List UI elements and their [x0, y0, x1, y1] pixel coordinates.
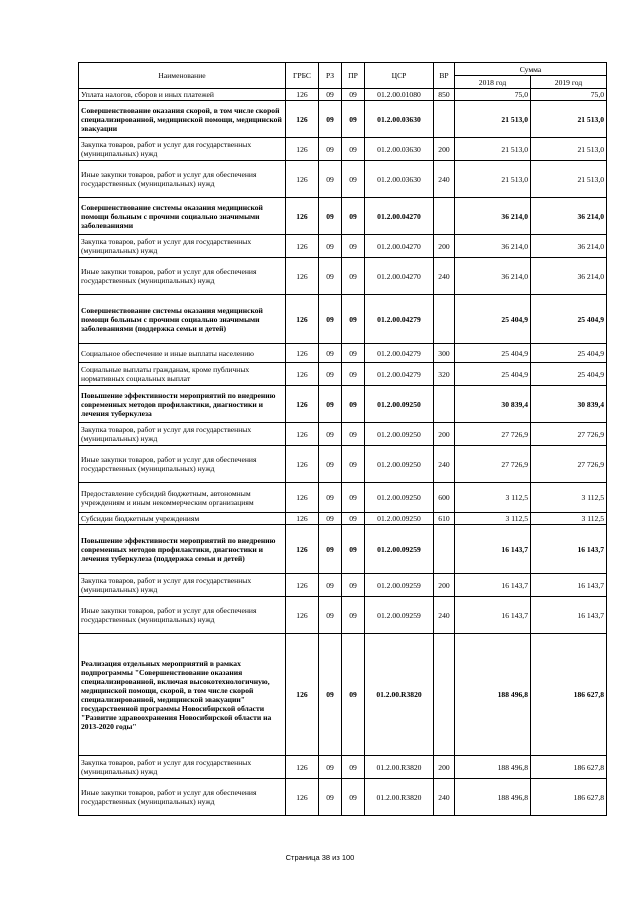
cell-sum-2018: 21 513,0 [455, 138, 531, 161]
cell-rz: 09 [319, 101, 342, 138]
cell-sum-2018: 36 214,0 [455, 258, 531, 295]
cell-vr: 850 [434, 89, 455, 101]
cell-grbs: 126 [286, 89, 319, 101]
cell-sum-2019: 25 404,9 [531, 363, 607, 386]
cell-csr: 01.2.00.09250 [365, 423, 434, 446]
cell-grbs: 126 [286, 363, 319, 386]
cell-grbs: 126 [286, 513, 319, 525]
cell-rz: 09 [319, 138, 342, 161]
cell-vr: 600 [434, 483, 455, 513]
cell-pr: 09 [342, 597, 365, 634]
cell-pr: 09 [342, 258, 365, 295]
cell-pr: 09 [342, 756, 365, 779]
cell-pr: 09 [342, 423, 365, 446]
header-vr: ВР [434, 63, 455, 89]
cell-name: Социальное обеспечение и иные выплаты населению [79, 344, 286, 363]
header-name: Наименование [79, 63, 286, 89]
cell-csr: 01.2.00.09259 [365, 597, 434, 634]
table-row [79, 295, 607, 344]
cell-sum-2018: 25 404,9 [455, 363, 531, 386]
cell-pr: 09 [342, 138, 365, 161]
cell-name: Закупка товаров, работ и услуг для государственных (муниципальных) нужд [79, 574, 286, 597]
table-row [79, 483, 607, 513]
cell-pr: 09 [342, 363, 365, 386]
cell-sum-2019: 27 726,9 [531, 423, 607, 446]
cell-csr: 01.2.00.01080 [365, 89, 434, 101]
cell-csr: 01.2.00.04270 [365, 235, 434, 258]
cell-rz: 09 [319, 525, 342, 574]
cell-rz: 09 [319, 161, 342, 198]
cell-sum-2018: 3 112,5 [455, 513, 531, 525]
cell-csr: 01.2.00.09259 [365, 574, 434, 597]
table-row [79, 756, 607, 779]
cell-sum-2018: 3 112,5 [455, 483, 531, 513]
cell-sum-2018: 188 496,8 [455, 634, 531, 756]
cell-csr: 01.2.00.04279 [365, 363, 434, 386]
cell-sum-2018: 36 214,0 [455, 235, 531, 258]
cell-rz: 09 [319, 756, 342, 779]
cell-vr [434, 525, 455, 574]
cell-csr: 01.2.00.R3820 [365, 756, 434, 779]
cell-sum-2019: 186 627,8 [531, 634, 607, 756]
cell-csr: 01.2.00.09250 [365, 386, 434, 423]
cell-name: Закупка товаров, работ и услуг для государственных (муниципальных) нужд [79, 138, 286, 161]
cell-csr: 01.2.00.04270 [365, 198, 434, 235]
cell-grbs: 126 [286, 258, 319, 295]
table-row [79, 574, 607, 597]
cell-rz: 09 [319, 634, 342, 756]
cell-sum-2019: 186 627,8 [531, 756, 607, 779]
cell-vr: 300 [434, 344, 455, 363]
header-year-2018: 2018 год [455, 76, 531, 89]
cell-pr: 09 [342, 101, 365, 138]
cell-sum-2019: 27 726,9 [531, 446, 607, 483]
cell-pr: 09 [342, 634, 365, 756]
cell-rz: 09 [319, 295, 342, 344]
cell-csr: 01.2.00.09259 [365, 525, 434, 574]
cell-csr: 01.2.00.04279 [365, 295, 434, 344]
cell-pr: 09 [342, 89, 365, 101]
cell-name: Иные закупки товаров, работ и услуг для обеспечения государственных (муниципальных) нужд [79, 446, 286, 483]
table-row [79, 779, 607, 816]
cell-rz: 09 [319, 386, 342, 423]
cell-rz: 09 [319, 344, 342, 363]
cell-name: Иные закупки товаров, работ и услуг для обеспечения государственных (муниципальных) нужд [79, 597, 286, 634]
cell-rz: 09 [319, 258, 342, 295]
cell-grbs: 126 [286, 344, 319, 363]
cell-sum-2019: 16 143,7 [531, 597, 607, 634]
cell-name: Совершенствование оказания скорой, в том числе скорой специализированной, медицинской помощи, медицинской эвакуации [79, 101, 286, 138]
table-row [79, 423, 607, 446]
cell-vr [434, 198, 455, 235]
cell-grbs: 126 [286, 161, 319, 198]
cell-csr: 01.2.00.03630 [365, 161, 434, 198]
cell-vr: 240 [434, 446, 455, 483]
cell-grbs: 126 [286, 446, 319, 483]
page-number: Страница 38 из 100 [285, 853, 355, 862]
cell-vr: 240 [434, 597, 455, 634]
cell-rz: 09 [319, 198, 342, 235]
cell-sum-2019: 16 143,7 [531, 574, 607, 597]
cell-rz: 09 [319, 513, 342, 525]
cell-rz: 09 [319, 779, 342, 816]
cell-grbs: 126 [286, 525, 319, 574]
cell-grbs: 126 [286, 779, 319, 816]
cell-sum-2019: 25 404,9 [531, 344, 607, 363]
cell-rz: 09 [319, 363, 342, 386]
cell-vr [434, 101, 455, 138]
cell-grbs: 126 [286, 634, 319, 756]
cell-grbs: 126 [286, 574, 319, 597]
table-row [79, 198, 607, 235]
cell-pr: 09 [342, 574, 365, 597]
cell-vr: 200 [434, 423, 455, 446]
cell-name: Повышение эффективности мероприятий по внедрению современных методов профилактики, диагностики и лечения туберкулеза [79, 386, 286, 423]
cell-csr: 01.2.00.09250 [365, 513, 434, 525]
table-row [79, 634, 607, 756]
cell-sum-2018: 25 404,9 [455, 344, 531, 363]
cell-sum-2018: 25 404,9 [455, 295, 531, 344]
cell-sum-2019: 3 112,5 [531, 513, 607, 525]
header-pr: ПР [342, 63, 365, 89]
cell-sum-2019: 21 513,0 [531, 161, 607, 198]
cell-pr: 09 [342, 513, 365, 525]
cell-grbs: 126 [286, 198, 319, 235]
cell-pr: 09 [342, 446, 365, 483]
table-row [79, 597, 607, 634]
cell-rz: 09 [319, 89, 342, 101]
cell-sum-2018: 188 496,8 [455, 779, 531, 816]
header-year-2019: 2019 год [531, 76, 607, 89]
cell-name: Субсидии бюджетным учреждениям [79, 513, 286, 525]
cell-pr: 09 [342, 161, 365, 198]
cell-grbs: 126 [286, 101, 319, 138]
cell-csr: 01.2.00.04279 [365, 344, 434, 363]
cell-pr: 09 [342, 525, 365, 574]
cell-rz: 09 [319, 597, 342, 634]
header-csr: ЦСР [365, 63, 434, 89]
table-row [79, 386, 607, 423]
table-row [79, 363, 607, 386]
cell-sum-2019: 3 112,5 [531, 483, 607, 513]
cell-sum-2018: 16 143,7 [455, 574, 531, 597]
cell-csr: 01.2.00.04270 [365, 258, 434, 295]
cell-vr: 240 [434, 161, 455, 198]
cell-rz: 09 [319, 423, 342, 446]
cell-vr: 240 [434, 779, 455, 816]
cell-vr: 200 [434, 574, 455, 597]
table-row [79, 89, 607, 101]
cell-sum-2018: 30 839,4 [455, 386, 531, 423]
cell-pr: 09 [342, 198, 365, 235]
table-row [79, 525, 607, 574]
cell-sum-2018: 16 143,7 [455, 597, 531, 634]
cell-pr: 09 [342, 344, 365, 363]
cell-name: Совершенствование системы оказания медицинской помощи больным с прочими социально значимыми заболеваниями (поддержка семьи и детей) [79, 295, 286, 344]
cell-vr: 200 [434, 756, 455, 779]
table-row [79, 258, 607, 295]
cell-csr: 01.2.00.03630 [365, 138, 434, 161]
cell-grbs: 126 [286, 386, 319, 423]
cell-grbs: 126 [286, 235, 319, 258]
budget-table [78, 62, 607, 816]
table-body [79, 89, 607, 816]
table-row [79, 446, 607, 483]
cell-rz: 09 [319, 235, 342, 258]
cell-sum-2018: 27 726,9 [455, 446, 531, 483]
cell-csr: 01.2.00.09250 [365, 446, 434, 483]
cell-vr [434, 295, 455, 344]
cell-sum-2018: 36 214,0 [455, 198, 531, 235]
cell-sum-2018: 27 726,9 [455, 423, 531, 446]
table-row [79, 161, 607, 198]
cell-vr: 200 [434, 235, 455, 258]
cell-name: Реализация отдельных мероприятий в рамках подпрограммы "Совершенствование оказания специализированной, включая высокотехнологичную, медицинской помощи, скорой, в том числе скорой специализированной, медицинской эвакуации" государственной программы Новосибирской области "Развитие здравоохранения Новосибирской области на 2013-2020 годы" [79, 634, 286, 756]
cell-name: Иные закупки товаров, работ и услуг для обеспечения государственных (муниципальных) нужд [79, 779, 286, 816]
cell-sum-2019: 21 513,0 [531, 101, 607, 138]
cell-sum-2019: 36 214,0 [531, 258, 607, 295]
cell-vr [434, 634, 455, 756]
table-row [79, 235, 607, 258]
cell-name: Закупка товаров, работ и услуг для государственных (муниципальных) нужд [79, 235, 286, 258]
cell-vr: 610 [434, 513, 455, 525]
cell-name: Иные закупки товаров, работ и услуг для обеспечения государственных (муниципальных) нужд [79, 161, 286, 198]
cell-rz: 09 [319, 446, 342, 483]
table-row [79, 513, 607, 525]
cell-sum-2019: 75,0 [531, 89, 607, 101]
cell-name: Предоставление субсидий бюджетным, автономным учреждениям и иным некоммерческим организациям [79, 483, 286, 513]
cell-csr: 01.2.00.R3820 [365, 634, 434, 756]
cell-csr: 01.2.00.09250 [365, 483, 434, 513]
cell-name: Социальные выплаты гражданам, кроме публичных нормативных социальных выплат [79, 363, 286, 386]
cell-pr: 09 [342, 386, 365, 423]
cell-sum-2019: 25 404,9 [531, 295, 607, 344]
cell-name: Уплата налогов, сборов и иных платежей [79, 89, 286, 101]
cell-pr: 09 [342, 779, 365, 816]
cell-pr: 09 [342, 295, 365, 344]
cell-csr: 01.2.00.R3820 [365, 779, 434, 816]
cell-name: Совершенствование системы оказания медицинской помощи больным с прочими социально значимыми заболеваниями [79, 198, 286, 235]
cell-rz: 09 [319, 574, 342, 597]
cell-vr: 240 [434, 258, 455, 295]
cell-vr: 320 [434, 363, 455, 386]
table-row [79, 101, 607, 138]
cell-sum-2019: 21 513,0 [531, 138, 607, 161]
cell-sum-2019: 186 627,8 [531, 779, 607, 816]
header-grbs: ГРБС [286, 63, 319, 89]
cell-rz: 09 [319, 483, 342, 513]
table-row [79, 138, 607, 161]
cell-grbs: 126 [286, 483, 319, 513]
header-rz: РЗ [319, 63, 342, 89]
cell-name: Закупка товаров, работ и услуг для государственных (муниципальных) нужд [79, 756, 286, 779]
cell-name: Повышение эффективности мероприятий по внедрению современных методов профилактики, диагностики и лечения туберкулеза (поддержка семьи и детей) [79, 525, 286, 574]
cell-sum-2019: 30 839,4 [531, 386, 607, 423]
cell-sum-2019: 16 143,7 [531, 525, 607, 574]
cell-pr: 09 [342, 235, 365, 258]
table-header [79, 63, 607, 89]
cell-csr: 01.2.00.03630 [365, 101, 434, 138]
cell-sum-2018: 75,0 [455, 89, 531, 101]
cell-grbs: 126 [286, 138, 319, 161]
cell-vr [434, 386, 455, 423]
cell-vr: 200 [434, 138, 455, 161]
cell-sum-2018: 21 513,0 [455, 101, 531, 138]
cell-sum-2019: 36 214,0 [531, 198, 607, 235]
cell-pr: 09 [342, 483, 365, 513]
table-row [79, 344, 607, 363]
cell-sum-2018: 16 143,7 [455, 525, 531, 574]
cell-grbs: 126 [286, 423, 319, 446]
cell-grbs: 126 [286, 597, 319, 634]
cell-sum-2018: 188 496,8 [455, 756, 531, 779]
cell-sum-2018: 21 513,0 [455, 161, 531, 198]
cell-grbs: 126 [286, 295, 319, 344]
header-sum: Сумма [455, 63, 607, 76]
cell-sum-2019: 36 214,0 [531, 235, 607, 258]
cell-name: Иные закупки товаров, работ и услуг для обеспечения государственных (муниципальных) нужд [79, 258, 286, 295]
cell-name: Закупка товаров, работ и услуг для государственных (муниципальных) нужд [79, 423, 286, 446]
cell-grbs: 126 [286, 756, 319, 779]
